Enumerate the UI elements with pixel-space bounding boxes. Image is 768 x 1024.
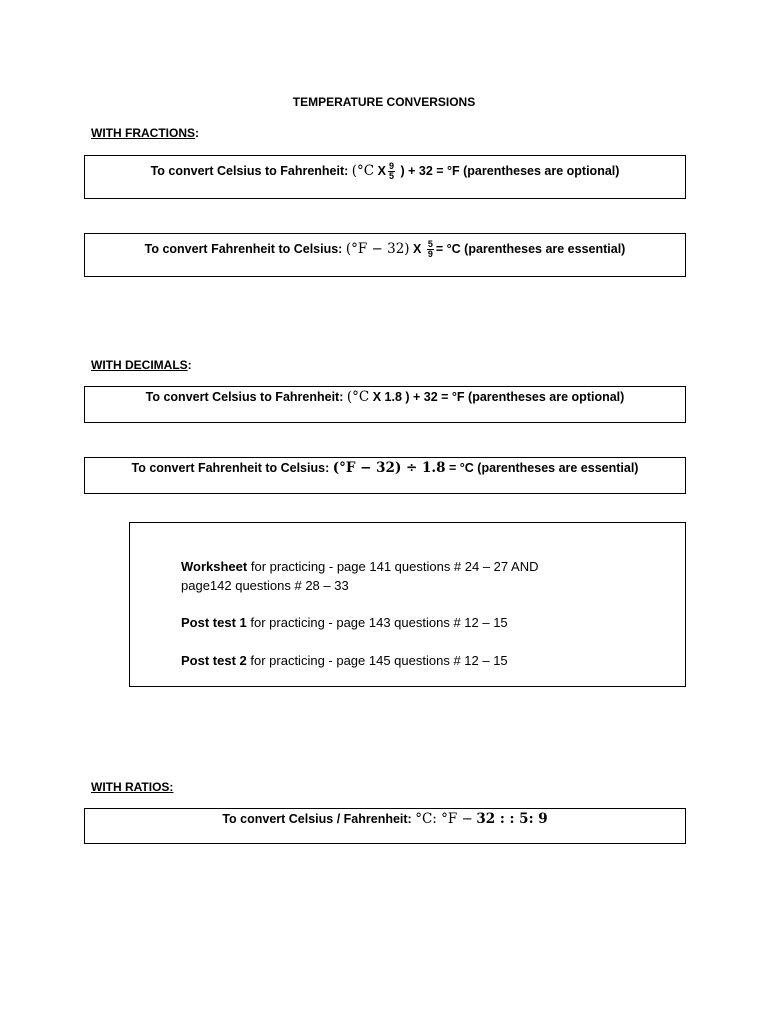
- formula-times: X: [377, 164, 386, 178]
- post-test-2-note: [181, 651, 508, 670]
- post-test-2-label: Post test 2: [181, 653, 247, 668]
- ratios-formula: [85, 809, 685, 829]
- formula-times: X: [413, 242, 422, 256]
- worksheet-text-continued: page142 questions # 28 – 33: [181, 578, 349, 593]
- worksheet-text: for practicing - page 141 questions # 24 – 27 AND: [250, 559, 539, 574]
- fraction-numerator: 9: [388, 161, 394, 172]
- decimals-f-to-c-box: [84, 457, 686, 494]
- formula-rest: = °C (parentheses are essential): [435, 242, 626, 256]
- fractions-c-to-f-formula: [85, 160, 685, 182]
- decimals-f-to-c-formula: [85, 458, 685, 478]
- fractions-heading-colon: :: [195, 126, 199, 140]
- decimals-heading: [91, 358, 192, 372]
- formula-label: To convert Celsius to Fahrenheit:: [145, 390, 344, 404]
- post-test-1-note: [181, 613, 508, 632]
- fractions-heading: [91, 126, 199, 140]
- formula-expr: (°F − 32) ÷ 1.8: [332, 460, 446, 476]
- formula-label: To convert Celsius / Fahrenheit:: [222, 812, 412, 826]
- decimals-c-to-f-formula: [85, 387, 685, 407]
- decimals-heading-text: WITH DECIMALS: [91, 358, 188, 372]
- decimals-heading-colon: :: [187, 358, 192, 372]
- page-title: TEMPERATURE CONVERSIONS: [292, 95, 476, 109]
- fraction-five-ninths: [427, 240, 434, 259]
- ratios-box: [84, 808, 686, 844]
- ratios-heading-text: WITH RATIOS:: [91, 780, 174, 794]
- practice-box: [129, 522, 686, 687]
- formula-open: (°C: [351, 163, 375, 179]
- fraction-denominator: 5: [388, 171, 394, 182]
- fractions-f-to-c-formula: [85, 238, 685, 260]
- formula-label: To convert Celsius to Fahrenheit:: [150, 164, 349, 178]
- worksheet-label: Worksheet: [181, 559, 248, 574]
- formula-open: (°C: [346, 389, 370, 405]
- decimals-c-to-f-box: [84, 386, 686, 423]
- formula-label: To convert Fahrenheit to Celsius:: [144, 242, 343, 256]
- fraction-denominator: 9: [427, 249, 433, 260]
- fraction-nine-fifths: [388, 162, 395, 181]
- fractions-heading-text: WITH FRACTIONS: [91, 126, 195, 140]
- formula-rest: ) + 32 = °F (parentheses are optional): [400, 164, 620, 178]
- ratio-expr-b: 32 : : 5: 9: [476, 811, 548, 827]
- formula-rest: X 1.8 ) + 32 = °F (parentheses are optional): [372, 390, 625, 404]
- fractions-f-to-c-box: [84, 233, 686, 277]
- fractions-c-to-f-box: [84, 155, 686, 199]
- post-test-2-text: for practicing - page 145 questions # 12 – 15: [250, 653, 508, 668]
- fraction-numerator: 5: [427, 239, 433, 250]
- worksheet-note: [181, 557, 538, 595]
- post-test-1-text: for practicing - page 143 questions # 12 – 15: [250, 615, 508, 630]
- ratio-expr-a: °C: °F −: [415, 811, 473, 827]
- post-test-1-label: Post test 1: [181, 615, 247, 630]
- formula-expr: (°F − 32): [345, 241, 410, 257]
- formula-rest: = °C (parentheses are essential): [449, 461, 639, 475]
- ratios-heading: [91, 780, 173, 794]
- formula-label: To convert Fahrenheit to Celsius:: [131, 461, 330, 475]
